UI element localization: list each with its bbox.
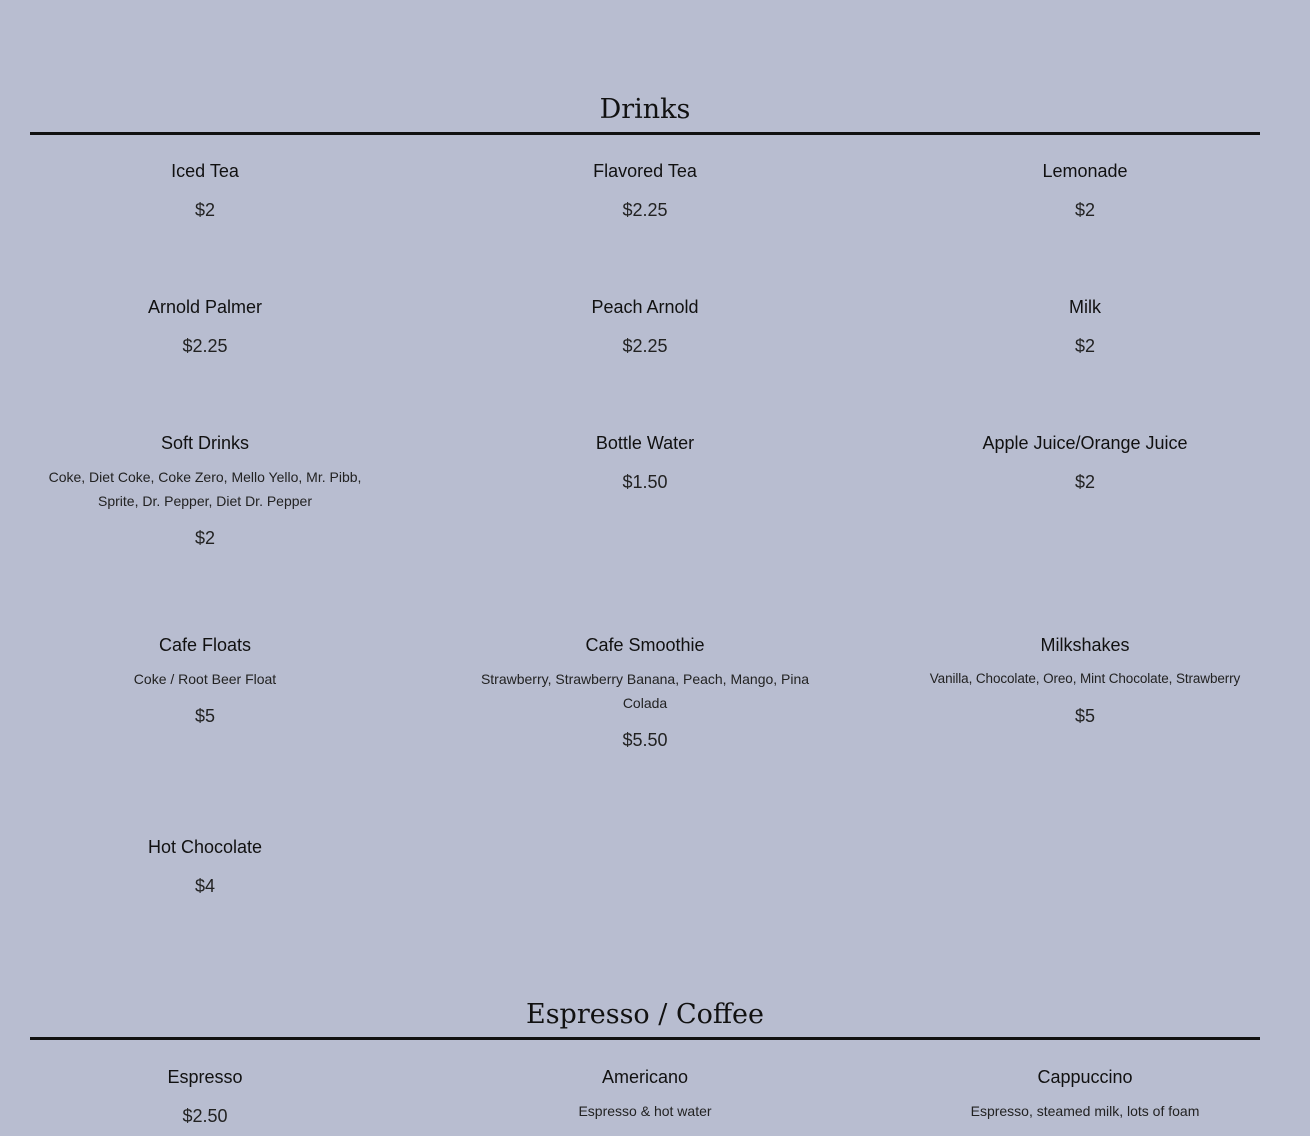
item-price: $5	[1074, 706, 1096, 726]
item-name: Milkshakes	[1040, 635, 1130, 655]
item-name: Cafe Smoothie	[585, 635, 705, 655]
menu-item-flavored-tea	[470, 159, 820, 222]
section-title-espresso-coffee: Espresso / Coffee	[525, 999, 765, 1030]
item-name: Bottle Water	[595, 433, 695, 453]
item-name: Hot Chocolate	[147, 837, 263, 857]
menu-item-hot-chocolate	[30, 835, 380, 898]
item-name: Americano	[601, 1067, 689, 1087]
item-description: Strawberry, Strawberry Banana, Peach, Mango, Pina Colada	[480, 671, 810, 711]
item-price: $1.50	[622, 472, 668, 492]
menu-item-bottle-water	[470, 431, 820, 494]
item-price: $2.25	[622, 200, 668, 220]
item-price: $2.25	[622, 336, 668, 356]
menu-item-milk	[910, 295, 1260, 358]
menu-item-americano	[470, 1065, 820, 1123]
menu-item-cappuccino	[910, 1065, 1260, 1123]
item-price: $5	[194, 706, 216, 726]
section-divider	[30, 1037, 1260, 1040]
menu-item-espresso	[30, 1065, 380, 1128]
menu-item-cafe-floats	[30, 633, 380, 728]
menu-item-lemonade	[910, 159, 1260, 222]
menu-item-peach-arnold	[470, 295, 820, 358]
drinks-section	[30, 88, 1260, 135]
espresso-coffee-section	[30, 993, 1260, 1040]
item-price: $2	[194, 528, 216, 548]
item-name: Cafe Floats	[158, 635, 252, 655]
item-name: Cappuccino	[1037, 1067, 1133, 1087]
item-price: $2	[194, 200, 216, 220]
item-name: Milk	[1069, 297, 1101, 317]
item-name: Flavored Tea	[593, 161, 697, 181]
item-price: $4	[194, 876, 216, 896]
section-title-drinks: Drinks	[599, 94, 691, 125]
menu-item-milkshakes	[910, 633, 1260, 728]
item-price: $2	[1074, 472, 1096, 492]
item-description: Espresso & hot water	[578, 1103, 712, 1119]
menu-item-arnold-palmer	[30, 295, 380, 358]
item-description: Coke, Diet Coke, Coke Zero, Mello Yello, Mr. Pibb, Sprite, Dr. Pepper, Diet Dr. Pepper	[48, 469, 362, 509]
item-price: $2	[1074, 336, 1096, 356]
item-name: Arnold Palmer	[147, 297, 263, 317]
item-description: Espresso, steamed milk, lots of foam	[970, 1103, 1200, 1119]
item-name: Espresso	[167, 1067, 243, 1087]
menu-item-cafe-smoothie	[470, 633, 820, 752]
item-name: Soft Drinks	[160, 433, 250, 453]
section-divider	[30, 132, 1260, 135]
item-price: $2.25	[182, 336, 228, 356]
item-description: Vanilla, Chocolate, Oreo, Mint Chocolate, Strawberry	[929, 671, 1241, 686]
menu-item-soft-drinks	[30, 431, 380, 550]
item-price: $2	[1074, 200, 1096, 220]
item-price: $2.50	[182, 1106, 228, 1126]
item-name: Iced Tea	[171, 161, 239, 181]
item-description: Coke / Root Beer Float	[133, 671, 277, 687]
item-price: $5.50	[622, 730, 668, 750]
menu-item-apple-orange-juice	[910, 431, 1260, 494]
item-name: Apple Juice/Orange Juice	[982, 433, 1188, 453]
menu-item-iced-tea	[30, 159, 380, 222]
item-name: Peach Arnold	[591, 297, 699, 317]
item-name: Lemonade	[1042, 161, 1128, 181]
